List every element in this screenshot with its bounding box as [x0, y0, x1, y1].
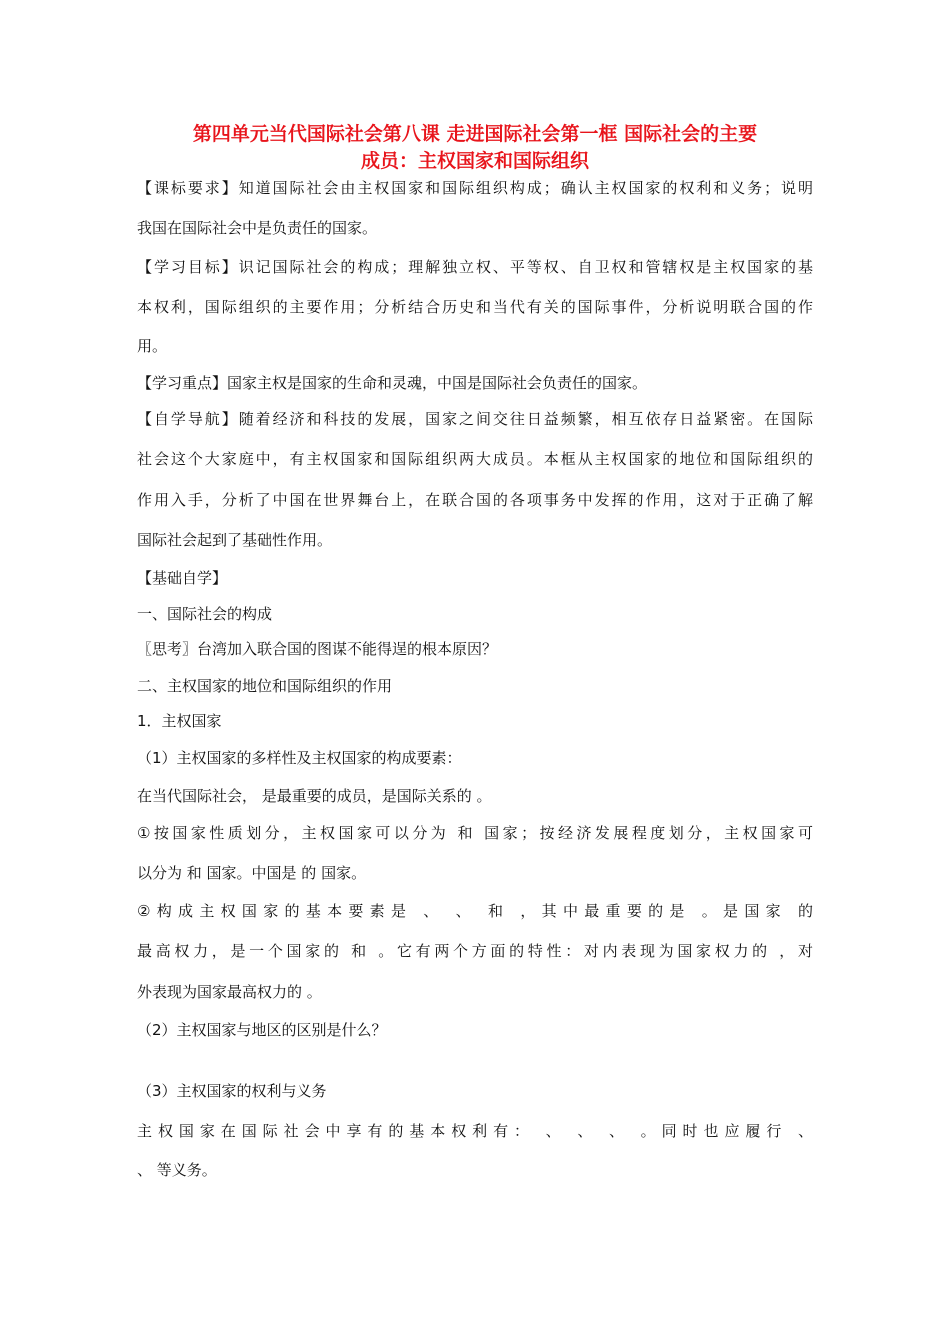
subheading-sovereign-state: 1．主权国家 — [137, 712, 222, 730]
learning-goals-line-2: 本权利，国际组织的主要作用；分析结合历史和当代有关的国际事件，分析说明联合国的作 — [137, 298, 813, 316]
curriculum-requirement-line-1: 【课标要求】知道国际社会由主权国家和国际组织构成；确认主权国家的权利和义务；说明 — [137, 179, 813, 197]
document-title — [120, 121, 830, 175]
learning-goals-line-1: 【学习目标】识记国际社会的构成；理解独立权、平等权、自卫权和管辖权是主权国家的基 — [137, 258, 813, 276]
fill-blank-line-6: 外表现为国家最高权力的 。 — [137, 983, 322, 1001]
section-heading-2: 二、主权国家的地位和国际组织的作用 — [137, 677, 393, 695]
fill-blank-line-1: 在当代国际社会， 是最重要的成员，是国际关系的 。 — [137, 787, 492, 805]
section-heading-1: 一、国际社会的构成 — [137, 605, 273, 623]
learning-focus-line: 【学习重点】国家主权是国家的生命和灵魂，中国是国际社会负责任的国家。 — [137, 374, 648, 392]
question-3-heading: （3）主权国家的权利与义务 — [137, 1082, 327, 1100]
title-line-2: 成员：主权国家和国际组织 — [360, 150, 589, 172]
rights-duties-line-1: 主权国家在国际社会中享有的基本权利有： 、 、 、 。同时也应履行 、 — [137, 1122, 813, 1140]
self-study-guide-line-4: 国际社会起到了基础性作用。 — [137, 531, 333, 549]
title-line-1: 第四单元当代国际社会第八课 走进国际社会第一框 国际社会的主要 — [192, 123, 758, 145]
section-heading-basic-self-study: 【基础自学】 — [137, 569, 228, 587]
self-study-guide-line-2: 社会这个大家庭中，有主权国家和国际组织两大成员。本框从主权国家的地位和国际组织的 — [137, 450, 813, 468]
question-2-heading: （2）主权国家与地区的区别是什么？ — [137, 1021, 387, 1039]
self-study-guide-line-3: 作用入手，分析了中国在世界舞台上，在联合国的各项事务中发挥的作用，这对于正确了解 — [137, 491, 813, 509]
curriculum-requirement-line-2: 我国在国际社会中是负责任的国家。 — [137, 219, 378, 237]
fill-blank-line-5: 最高权力，是一个国家的 和 。它有两个方面的特性：对内表现为国家权力的 ，对 — [137, 942, 813, 960]
self-study-guide-line-1: 【自学导航】随着经济和科技的发展，国家之间交往日益频繁，相互依存日益紧密。在国际 — [137, 410, 813, 428]
fill-blank-line-3: 以分为 和 国家。中国是 的 国家。 — [137, 864, 367, 882]
fill-blank-line-2: ①按国家性质划分，主权国家可以分为 和 国家；按经济发展程度划分，主权国家可 — [137, 824, 813, 842]
question-1-heading: （1）主权国家的多样性及主权国家的构成要素： — [137, 749, 462, 767]
think-question: 〖思考〗台湾加入联合国的图谋不能得逞的根本原因？ — [137, 640, 498, 658]
rights-duties-line-2: 、 等义务。 — [137, 1161, 217, 1179]
learning-goals-line-3: 用。 — [137, 337, 168, 355]
fill-blank-line-4: ②构成主权国家的基本要素是 、 、 和 ，其中最重要的是 。是国家 的 — [137, 902, 813, 920]
